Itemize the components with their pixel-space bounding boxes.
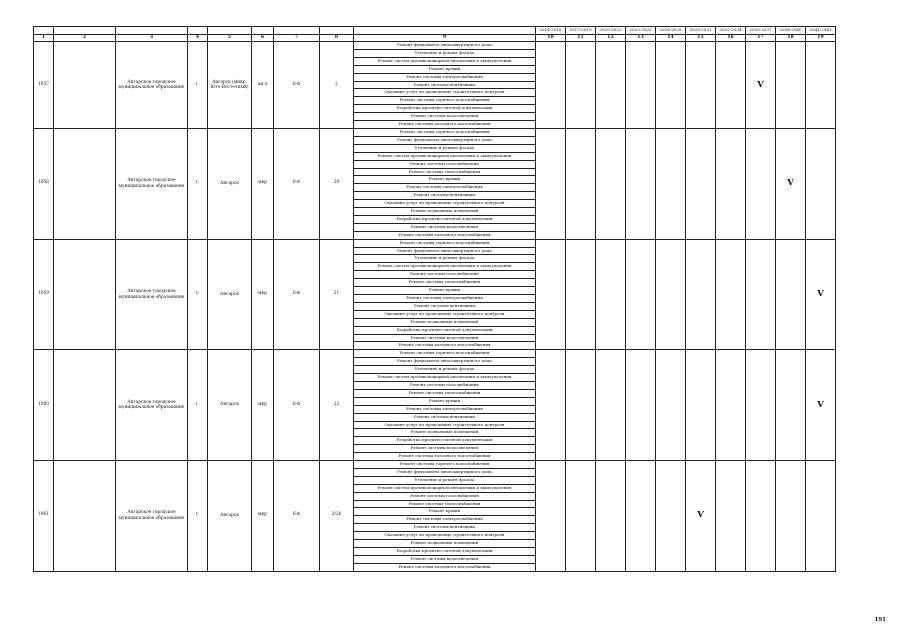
street-name: 6-й bbox=[274, 42, 320, 129]
work-type: Ремонт системы электроснабжения bbox=[354, 405, 536, 413]
work-type: Ремонт крыши bbox=[354, 287, 536, 295]
work-type: Ремонт системы вентиляции bbox=[354, 413, 536, 421]
municipality-name: Ангарское городское муниципальное образование bbox=[116, 128, 188, 239]
period-cell bbox=[566, 239, 596, 350]
municipality-name: Ангарское городское муниципальное образование bbox=[116, 42, 188, 129]
column-number: 4 bbox=[188, 35, 208, 42]
locality-type: г. bbox=[188, 128, 208, 239]
column-number: 17 bbox=[746, 35, 776, 42]
period-cell bbox=[716, 42, 746, 129]
record-blank-cell bbox=[54, 239, 116, 350]
blank-header-cell bbox=[274, 27, 320, 35]
period-header: 2041-2043 bbox=[806, 27, 836, 35]
column-number: 7 bbox=[274, 35, 320, 42]
work-type: Ремонт системы вентиляции bbox=[354, 524, 536, 532]
work-type: Утепление и ремонт фасада bbox=[354, 49, 536, 57]
period-cell bbox=[596, 350, 626, 461]
period-cell bbox=[686, 42, 716, 129]
house-number: 22 bbox=[320, 350, 354, 461]
work-type: Ремонт системы теплоснабжения bbox=[354, 168, 536, 176]
period-cell bbox=[776, 239, 806, 350]
work-type: Ремонт фундамента многоквартирного дома bbox=[354, 468, 536, 476]
period-cell bbox=[566, 461, 596, 572]
record-number: 1060 bbox=[34, 350, 54, 461]
locality-type: г. bbox=[188, 350, 208, 461]
period-cell bbox=[656, 350, 686, 461]
blank-header-cell bbox=[252, 27, 274, 35]
blank-header-cell bbox=[188, 27, 208, 35]
work-type: Ремонт систем противопожарной автоматики и дымоудаления bbox=[354, 374, 536, 382]
work-type: Ремонт системы газоснабжения bbox=[354, 381, 536, 389]
street-name: 6-й bbox=[274, 128, 320, 239]
house-number: 2/26 bbox=[320, 461, 354, 572]
locality-type: г. bbox=[188, 239, 208, 350]
street-name: 6-й bbox=[274, 239, 320, 350]
column-number: 6 bbox=[252, 35, 274, 42]
record-blank-cell bbox=[54, 128, 116, 239]
period-cell bbox=[626, 239, 656, 350]
work-type: Ремонт системы электроснабжения bbox=[354, 73, 536, 81]
work-type: Утепление и ремонт фасада bbox=[354, 144, 536, 152]
work-type: Ремонт крыши bbox=[354, 508, 536, 516]
work-type: Ремонт системы горячего водоснабжения bbox=[354, 461, 536, 469]
period-cell bbox=[536, 239, 566, 350]
period-header: 2014-2016 bbox=[536, 27, 566, 35]
period-cell bbox=[746, 239, 776, 350]
work-type: Ремонт систем противопожарной автоматики и дымоудаления bbox=[354, 57, 536, 65]
capital-repair-table bbox=[33, 26, 836, 572]
municipality-name: Ангарское городское муниципальное образование bbox=[116, 461, 188, 572]
column-number: 19 bbox=[806, 35, 836, 42]
blank-header-cell bbox=[208, 27, 252, 35]
locality-name: Ангарск bbox=[208, 239, 252, 350]
municipality-name: Ангарское городское муниципальное образование bbox=[116, 239, 188, 350]
work-type: Разработка проектно-сметной документации bbox=[354, 437, 536, 445]
house-number: 2 bbox=[320, 42, 354, 129]
work-type: Ремонт системы теплоснабжения bbox=[354, 279, 536, 287]
work-type: Оказание услуг по проведению строительного контроля bbox=[354, 89, 536, 97]
column-number: 2 bbox=[54, 35, 116, 42]
work-type: Ремонт системы горячего водоснабжения bbox=[354, 239, 536, 247]
blank-header-cell bbox=[116, 27, 188, 35]
work-type: Разработка проектно-сметной документации bbox=[354, 548, 536, 556]
work-type: Ремонт системы электроснабжения bbox=[354, 516, 536, 524]
table-row bbox=[34, 461, 836, 469]
work-type: Ремонт фундамента многоквартирного дома bbox=[354, 358, 536, 366]
period-header: 2026-2028 bbox=[656, 27, 686, 35]
street-name: 6-й bbox=[274, 461, 320, 572]
record-number: 1061 bbox=[34, 461, 54, 572]
period-cell bbox=[776, 42, 806, 129]
work-type: Ремонт системы газоснабжения bbox=[354, 492, 536, 500]
work-type: Ремонт системы теплоснабжения bbox=[354, 389, 536, 397]
record-number: 1057 bbox=[34, 42, 54, 129]
work-type: Ремонт системы холодного водоснабжения bbox=[354, 453, 536, 461]
street-type: мкр bbox=[252, 128, 274, 239]
work-type: Ремонт системы вентиляции bbox=[354, 302, 536, 310]
blank-header-cell bbox=[354, 27, 536, 35]
period-header: 2035-2037 bbox=[746, 27, 776, 35]
period-header: 2023-2025 bbox=[626, 27, 656, 35]
locality-name: Ангарск bbox=[208, 128, 252, 239]
work-type: Ремонт подвальных помещений bbox=[354, 318, 536, 326]
work-type: Разработка проектно-сметной документации bbox=[354, 215, 536, 223]
column-number: 9 bbox=[354, 35, 536, 42]
work-type: Ремонт системы холодного водоснабжения bbox=[354, 121, 536, 129]
period-cell bbox=[716, 461, 746, 572]
street-name: 6-й bbox=[274, 350, 320, 461]
work-type: Утепление и ремонт фасада bbox=[354, 476, 536, 484]
blank-header-cell bbox=[34, 27, 54, 35]
column-number: 5 bbox=[208, 35, 252, 42]
locality-name: Ангарск bbox=[208, 461, 252, 572]
period-mark: V bbox=[776, 128, 806, 239]
work-type: Ремонт системы водоотведения bbox=[354, 223, 536, 231]
work-type: Ремонт системы вентиляции bbox=[354, 192, 536, 200]
period-cell bbox=[626, 128, 656, 239]
work-type: Ремонт системы теплоснабжения bbox=[354, 500, 536, 508]
work-type: Разработка проектно-сметной документации bbox=[354, 326, 536, 334]
period-header: 2029-2031 bbox=[686, 27, 716, 35]
period-cell bbox=[566, 42, 596, 129]
blank-header-cell bbox=[320, 27, 354, 35]
period-cell bbox=[686, 350, 716, 461]
record-number: 1059 bbox=[34, 239, 54, 350]
work-type: Ремонт фундамента многоквартирного дома bbox=[354, 136, 536, 144]
record-number: 1058 bbox=[34, 128, 54, 239]
locality-type: г. bbox=[188, 461, 208, 572]
period-cell bbox=[776, 350, 806, 461]
column-number: 12 bbox=[596, 35, 626, 42]
locality-name: Ангарск bbox=[208, 350, 252, 461]
period-header-row bbox=[34, 27, 836, 35]
column-number: 1 bbox=[34, 35, 54, 42]
work-type: Разработка проектно-сметной документации bbox=[354, 105, 536, 113]
locality-name: Ангарск (микр. Юго-Восточный) bbox=[208, 42, 252, 129]
period-cell bbox=[596, 461, 626, 572]
period-cell bbox=[806, 42, 836, 129]
work-type: Ремонт систем противопожарной автоматики и дымоудаления bbox=[354, 263, 536, 271]
work-type: Ремонт системы водоотведения bbox=[354, 334, 536, 342]
record-blank-cell bbox=[54, 461, 116, 572]
street-type: мкр bbox=[252, 461, 274, 572]
work-type: Утепление и ремонт фасада bbox=[354, 366, 536, 374]
period-header: 2017-2019 bbox=[566, 27, 596, 35]
period-cell bbox=[686, 128, 716, 239]
period-cell bbox=[806, 128, 836, 239]
work-type: Ремонт системы холодного водоснабжения bbox=[354, 563, 536, 571]
column-number: 11 bbox=[566, 35, 596, 42]
column-number: 13 bbox=[626, 35, 656, 42]
period-cell bbox=[596, 42, 626, 129]
column-number: 16 bbox=[716, 35, 746, 42]
period-cell bbox=[656, 239, 686, 350]
work-type: Ремонт системы горячего водоснабжения bbox=[354, 97, 536, 105]
work-type: Ремонт системы газоснабжения bbox=[354, 160, 536, 168]
house-number: 21 bbox=[320, 239, 354, 350]
column-number: 3 bbox=[116, 35, 188, 42]
work-type: Ремонт системы электроснабжения bbox=[354, 295, 536, 303]
work-type: Ремонт системы водоотведения bbox=[354, 113, 536, 121]
work-type: Ремонт крыши bbox=[354, 65, 536, 73]
work-type: Оказание услуг по проведению строительного контроля bbox=[354, 421, 536, 429]
table-row bbox=[34, 350, 836, 358]
period-cell bbox=[626, 42, 656, 129]
work-type: Ремонт систем противопожарной автоматики и дымоудаления bbox=[354, 484, 536, 492]
work-type: Ремонт системы газоснабжения bbox=[354, 271, 536, 279]
period-cell bbox=[536, 42, 566, 129]
period-mark: V bbox=[806, 350, 836, 461]
work-type: Ремонт системы горячего водоснабжения bbox=[354, 350, 536, 358]
house-number: 20 bbox=[320, 128, 354, 239]
work-type: Оказание услуг по проведению строительного контроля bbox=[354, 310, 536, 318]
page-number: 191 bbox=[874, 617, 886, 623]
period-cell bbox=[536, 350, 566, 461]
period-mark: V bbox=[806, 239, 836, 350]
street-type: мкр bbox=[252, 350, 274, 461]
period-header: 2038-2040 bbox=[776, 27, 806, 35]
period-header: 2020-2022 bbox=[596, 27, 626, 35]
period-cell bbox=[686, 239, 716, 350]
table-row bbox=[34, 239, 836, 247]
period-cell bbox=[656, 461, 686, 572]
work-type: Ремонт системы холодного водоснабжения bbox=[354, 231, 536, 239]
work-type: Оказание услуг по проведению строительного контроля bbox=[354, 532, 536, 540]
column-number: 10 bbox=[536, 35, 566, 42]
blank-header-cell bbox=[54, 27, 116, 35]
period-cell bbox=[536, 461, 566, 572]
work-type: Ремонт крыши bbox=[354, 176, 536, 184]
table-row bbox=[34, 42, 836, 50]
work-type: Ремонт подвальных помещений bbox=[354, 540, 536, 548]
period-cell bbox=[746, 350, 776, 461]
work-type: Ремонт системы горячего водоснабжения bbox=[354, 128, 536, 136]
work-type: Оказание услуг по проведению строительного контроля bbox=[354, 200, 536, 208]
period-mark: V bbox=[686, 461, 716, 572]
work-type: Ремонт системы холодного водоснабжения bbox=[354, 342, 536, 350]
period-cell bbox=[656, 42, 686, 129]
period-cell bbox=[566, 128, 596, 239]
work-type: Ремонт системы водоотведения bbox=[354, 555, 536, 563]
work-type: Ремонт фундамента многоквартирного дома bbox=[354, 42, 536, 50]
street-type: мкр bbox=[252, 239, 274, 350]
column-number: 8 bbox=[320, 35, 354, 42]
work-type: Ремонт систем противопожарной автоматики и дымоудаления bbox=[354, 152, 536, 160]
work-type: Ремонт системы электроснабжения bbox=[354, 184, 536, 192]
work-type: Утепление и ремонт фасада bbox=[354, 255, 536, 263]
period-cell bbox=[716, 128, 746, 239]
period-cell bbox=[806, 461, 836, 572]
record-blank-cell bbox=[54, 350, 116, 461]
period-mark: V bbox=[746, 42, 776, 129]
period-cell bbox=[656, 128, 686, 239]
column-number: 14 bbox=[656, 35, 686, 42]
work-type: Ремонт фундамента многоквартирного дома bbox=[354, 247, 536, 255]
work-type: Ремонт системы водоотведения bbox=[354, 445, 536, 453]
period-cell bbox=[716, 239, 746, 350]
period-cell bbox=[776, 461, 806, 572]
period-cell bbox=[746, 461, 776, 572]
period-cell bbox=[566, 350, 596, 461]
work-type: Ремонт крыши bbox=[354, 397, 536, 405]
table-row bbox=[34, 128, 836, 136]
street-type: кв-л bbox=[252, 42, 274, 129]
period-cell bbox=[716, 350, 746, 461]
period-cell bbox=[746, 128, 776, 239]
period-header: 2032-2034 bbox=[716, 27, 746, 35]
work-type: Ремонт системы вентиляции bbox=[354, 81, 536, 89]
period-cell bbox=[536, 128, 566, 239]
period-cell bbox=[596, 239, 626, 350]
column-number-row bbox=[34, 35, 836, 42]
document-sheet bbox=[33, 26, 835, 572]
period-cell bbox=[626, 350, 656, 461]
municipality-name: Ангарское городское муниципальное образование bbox=[116, 350, 188, 461]
locality-type: г. bbox=[188, 42, 208, 129]
period-cell bbox=[626, 461, 656, 572]
work-type: Ремонт подвальных помещений bbox=[354, 208, 536, 216]
column-number: 18 bbox=[776, 35, 806, 42]
column-number: 15 bbox=[686, 35, 716, 42]
work-type: Ремонт подвальных помещений bbox=[354, 429, 536, 437]
record-blank-cell bbox=[54, 42, 116, 129]
period-cell bbox=[596, 128, 626, 239]
